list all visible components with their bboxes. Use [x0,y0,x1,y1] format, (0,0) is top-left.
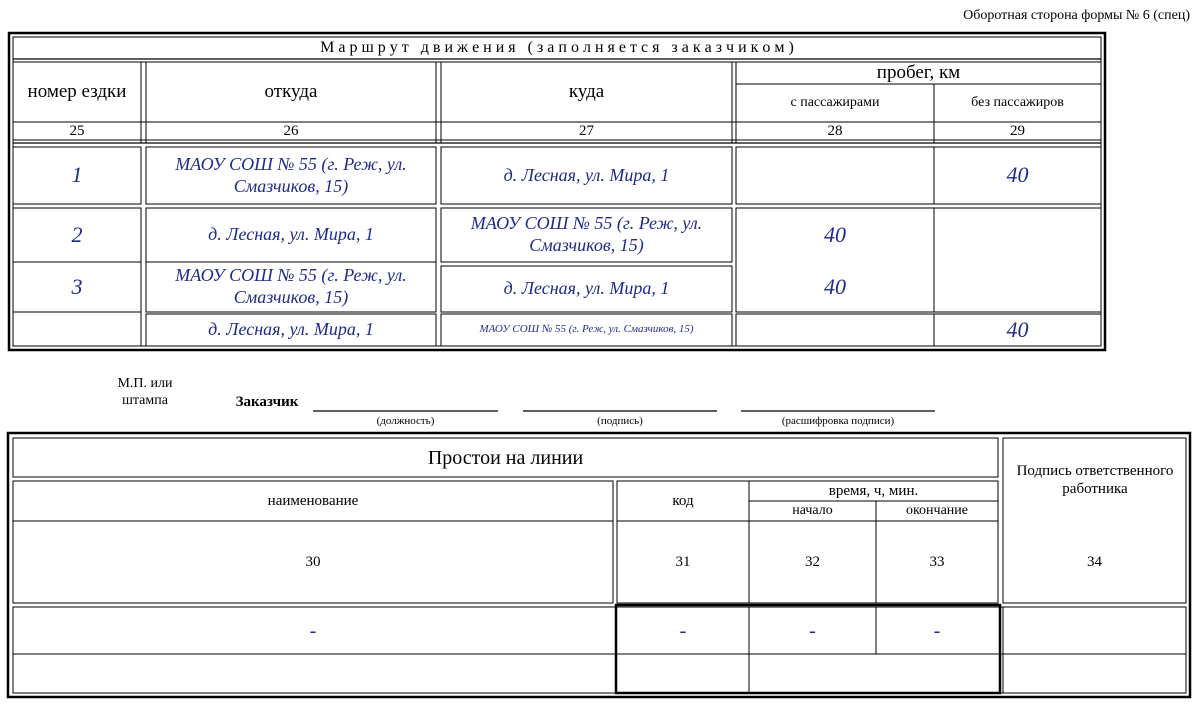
downtime-row-1-end: - [933,619,941,642]
trip-number-header: номер ездки [27,80,127,102]
col-number-26: 26 [283,123,299,139]
row-3-from: МАОУ СОШ № 55 (г. Реж, ул. Смазчиков, 15) [175,265,407,307]
row-1-without-passengers: 40 [1006,162,1029,188]
row-2-with-passengers: 40 [824,221,846,247]
end-header: окончание [905,502,969,518]
stamp-label: М.П. или штампа [117,376,173,408]
downtime-row-2-name [13,654,613,693]
row-2-without-passengers [934,208,1101,262]
downtime-row-2-signature [1003,654,1186,693]
row-4-from: д. Лесная, ул. Мира, 1 [208,319,374,340]
col-number-28: 28 [827,123,843,139]
downtime-row-2-start [749,654,876,693]
downtime-title: Простои на линии [427,446,584,469]
without-passengers-header: без пассажиров [971,94,1064,110]
signature-hint: (подпись) [597,415,643,428]
decode-hint: (расшифровка подписи) [781,415,895,428]
mileage-header: пробег, км [876,61,961,83]
row-2-to: МАОУ СОШ № 55 (г. Реж, ул. Смазчиков, 15) [470,213,703,255]
col-number-27: 27 [579,123,594,139]
position-hint: (должность) [376,415,435,428]
row-3-to: д. Лесная, ул. Мира, 1 [503,278,670,299]
row-3-trip-number: 3 [71,273,83,299]
row-1-with-passengers [736,147,934,204]
col-number-32: 32 [805,554,820,570]
row-4-with-passengers [736,314,934,346]
downtime-row-1-start: - [809,619,816,642]
from-header: откуда [264,80,318,102]
col-number-25: 25 [69,123,85,139]
col-number-31: 31 [675,554,691,570]
row-4-trip-number [13,314,141,346]
col-number-29: 29 [1010,123,1025,139]
row-4-without-passengers: 40 [1006,316,1029,342]
row-2-from: д. Лесная, ул. Мира, 1 [208,224,374,245]
route-title: М а р ш р у т д в и ж е н и я ( з а п о л н я е т с я з а к а з ч и к о м ) [320,39,794,57]
col-number-30: 30 [305,554,321,570]
row-4-to: МАОУ СОШ № 55 (г. Реж, ул. Смазчиков, 15) [479,323,694,336]
to-header: куда [568,80,605,102]
form-caption: Оборотная сторона формы № 6 (спец) [963,7,1190,23]
responsible-signature-header: Подпись ответственного работника [1016,463,1174,497]
row-2-trip-number: 2 [71,221,83,247]
start-header: начало [792,502,833,518]
row-1-to: д. Лесная, ул. Мира, 1 [503,164,670,185]
downtime-row-1-code: - [679,619,687,642]
downtime-row-2-code [617,654,749,693]
code-header: код [672,493,694,509]
customer-label: Заказчик [235,394,299,410]
time-header: время, ч, мин. [828,483,919,499]
col-number-34: 34 [1087,554,1102,570]
row-1-from: МАОУ СОШ № 55 (г. Реж, ул. Смазчиков, 15) [175,153,407,196]
downtime-row-1-name: - [309,619,317,642]
col-number-33: 33 [929,554,945,570]
downtime-row-2-end [876,654,998,693]
row-3-with-passengers: 40 [824,273,846,299]
row-3-without-passengers [934,262,1101,312]
with-passengers-header: с пассажирами [790,94,880,110]
row-1-trip-number: 1 [71,162,83,188]
downtime-row-1-signature [1003,607,1186,654]
name-header: наименование [267,493,359,509]
